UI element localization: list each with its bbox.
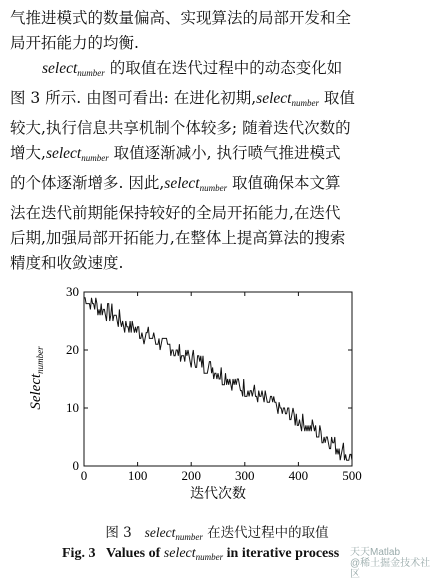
text-line: 增大,select$_{number}$ 取值逐渐减小, 执行喷气推进模式: [10, 144, 341, 163]
y-axis-label: Select$_{number}$: [28, 346, 45, 410]
text-line: 较大,执行信息共享机制个体较多; 随着迭代次数的: [10, 119, 351, 137]
text-line: 法在迭代前期能保持较好的全局开拓能力,在迭代: [10, 204, 341, 222]
y-tick-label: 10: [66, 400, 79, 415]
text-line: 后期,加强局部开拓能力,在整体上提高算法的搜索: [10, 229, 346, 247]
x-axis-label: 迭代次数: [190, 486, 246, 502]
y-tick-label: 0: [72, 458, 79, 473]
text-line: 精度和收敛速度.: [10, 254, 124, 272]
x-tick-label: 0: [80, 468, 88, 483]
figure-caption-cn: 图 3 select$_{number}$ 在迭代过程中的取值: [105, 525, 329, 542]
x-tick-label: 200: [181, 468, 201, 483]
y-tick-label: 20: [66, 342, 79, 357]
chart-series: [84, 298, 352, 460]
series-line: [84, 298, 352, 460]
line-chart: [0, 280, 434, 516]
x-tick-label: 500: [342, 468, 362, 483]
chart-axes: [84, 292, 352, 466]
x-tick-label: 400: [288, 468, 309, 483]
text-line: 气推进模式的数量偏高、实现算法的局部开发和全: [10, 9, 352, 27]
y-tick-label: 30: [66, 284, 79, 299]
x-tick-label: 100: [127, 468, 148, 483]
text-line: select$_{number}$ 的取值在迭代过程中的动态变化如: [42, 59, 343, 78]
watermark: 天天Matlab @稀土掘金技术社区: [350, 547, 434, 580]
figure-caption-en: Fig. 3 Values of select$_{number}$ in iterative process: [62, 546, 340, 562]
text-line: 局开拓能力的均衡.: [10, 34, 139, 52]
chart-ticks: [66, 284, 362, 483]
body-text: [10, 6, 424, 276]
plot-frame: [84, 292, 352, 466]
x-tick-label: 300: [235, 468, 255, 483]
text-line: 的个体逐渐增多. 因此,select$_{number}$ 取值确保本文算: [10, 174, 341, 193]
text-line: 图 3 所示. 由图可看出: 在进化初期,select$_{number}$ 取值: [10, 89, 355, 108]
